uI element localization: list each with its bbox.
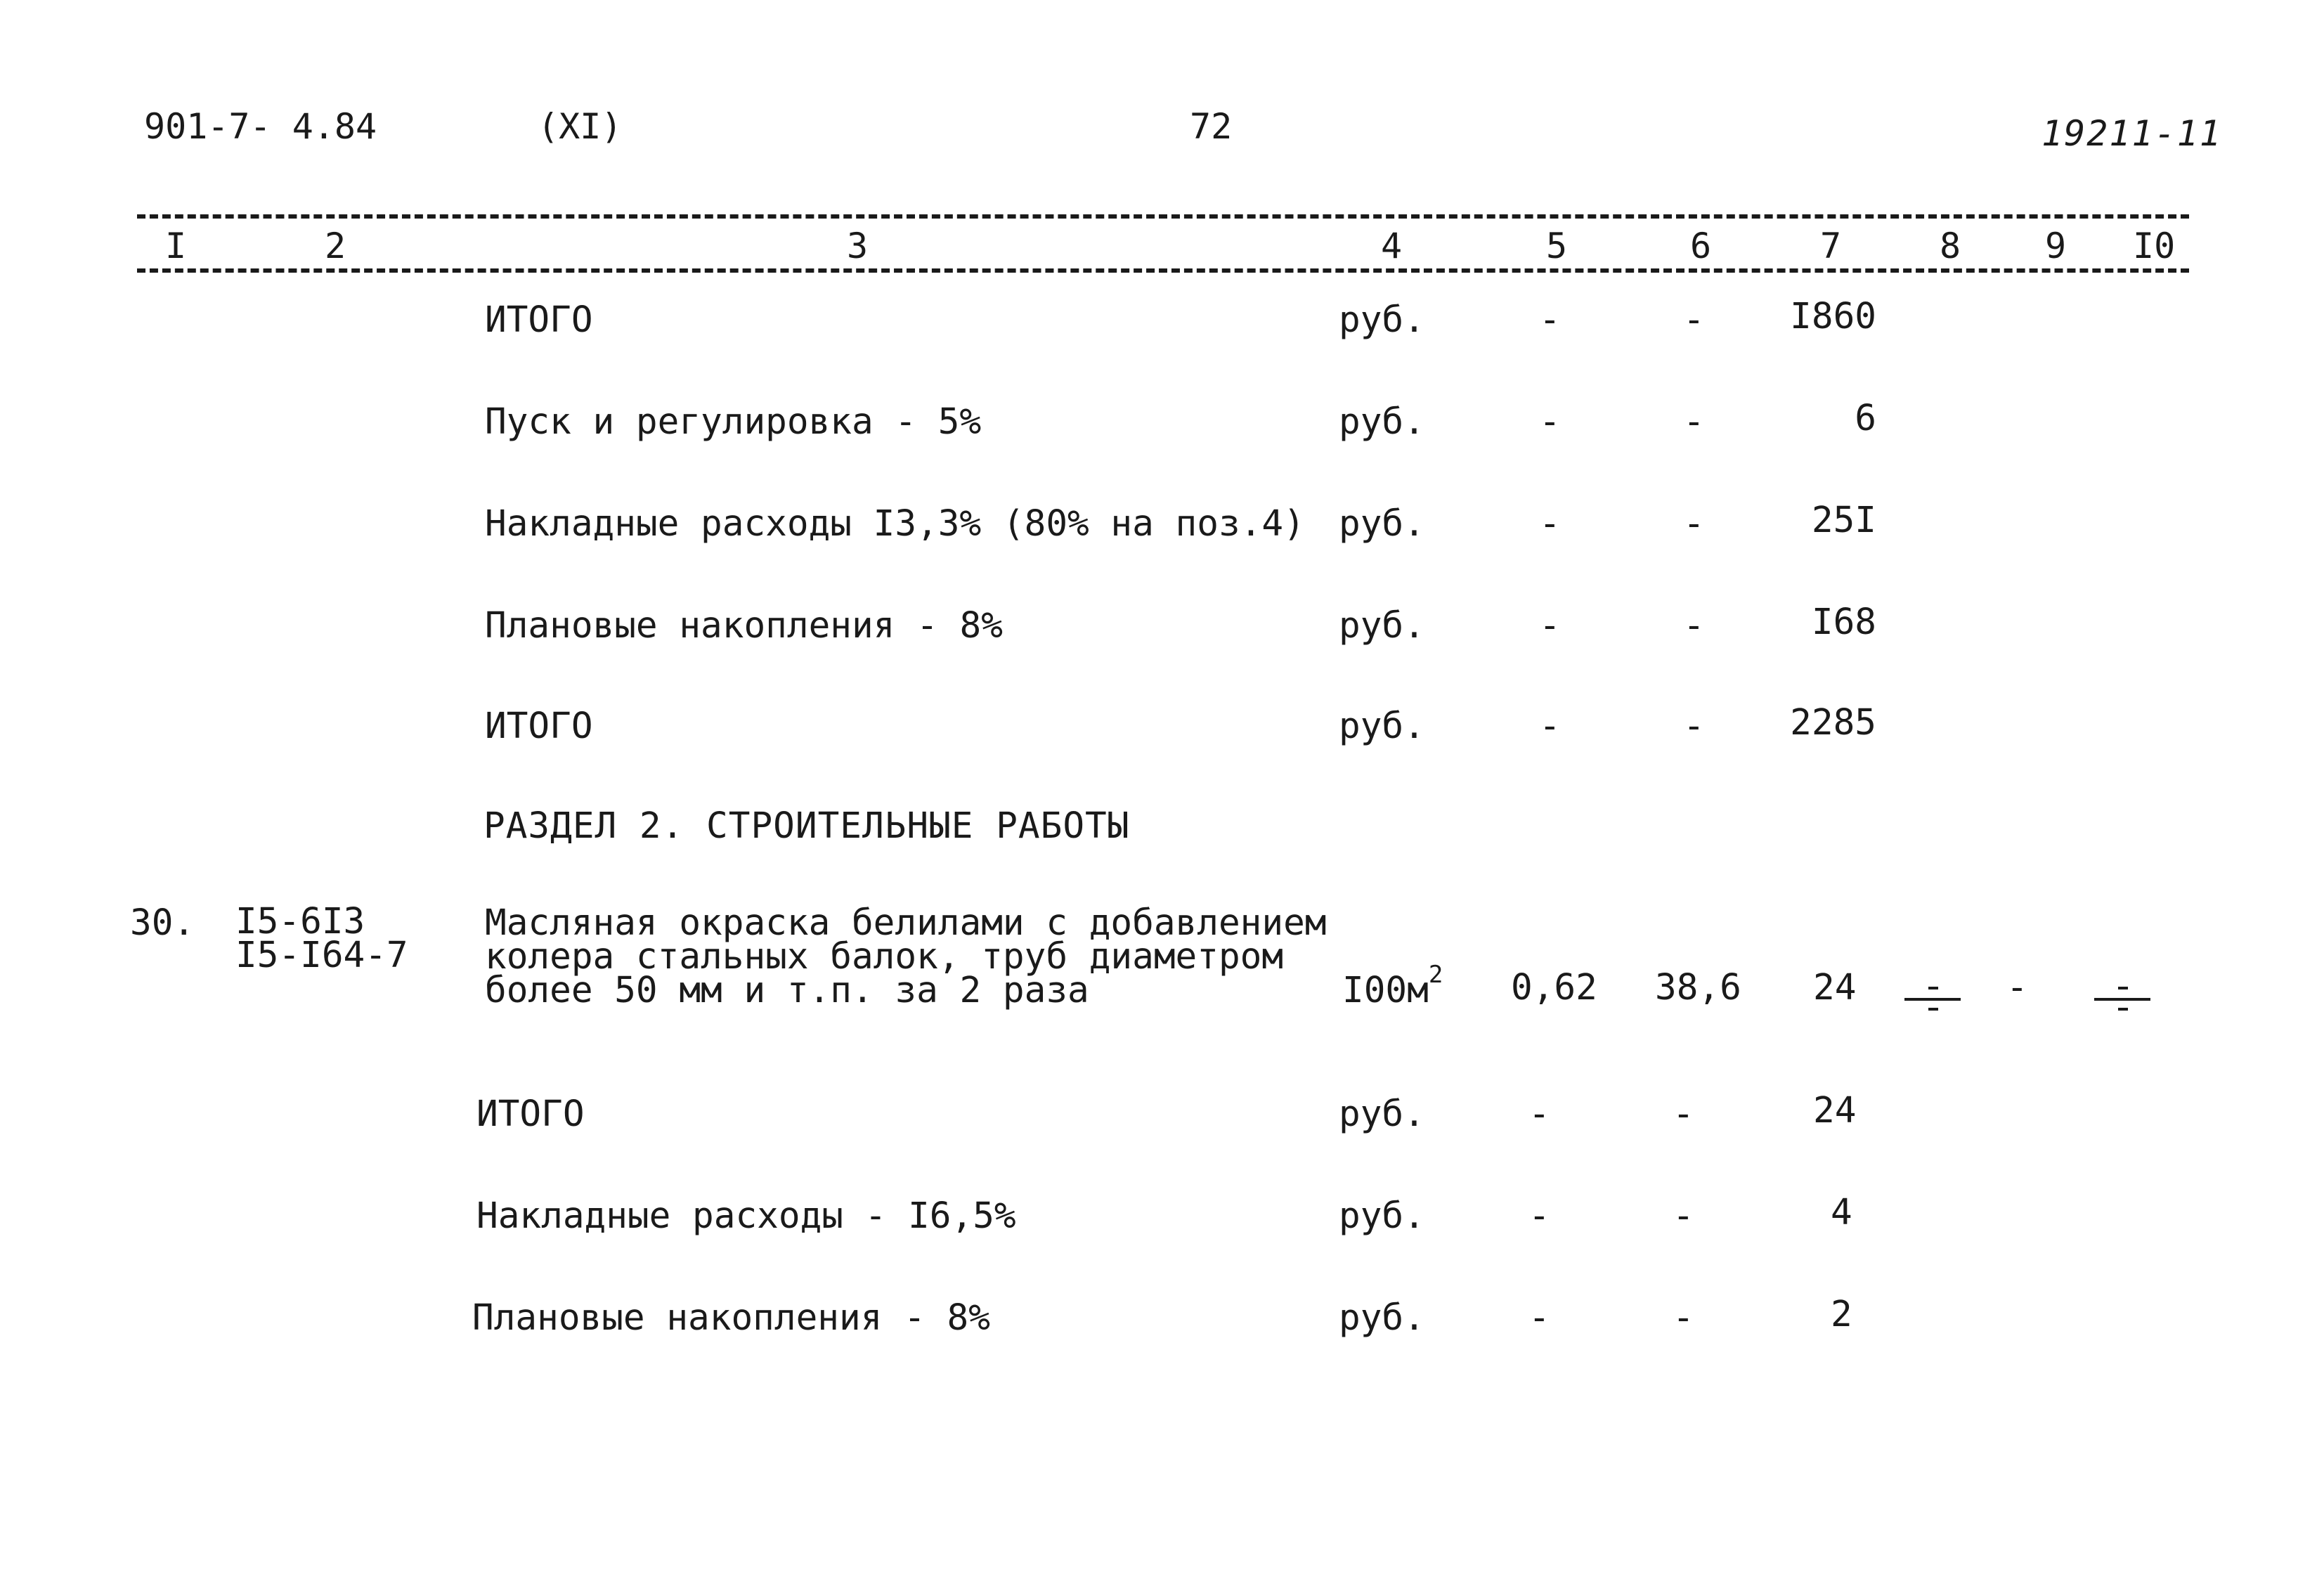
column-number-3: 3	[847, 226, 869, 266]
column-number-2: 2	[325, 226, 346, 266]
row-col5: -	[1528, 1195, 1550, 1237]
position-number: 30.	[130, 902, 195, 944]
position-description-line-3: более 50 мм и т.п. за 2 раза	[485, 970, 1089, 1011]
row-col6: -	[1673, 1195, 1694, 1237]
row-unit: руб.	[1339, 401, 1425, 443]
row-col5: -	[1539, 706, 1561, 747]
page-number: 72	[1190, 106, 1233, 147]
column-number-7: 7	[1820, 226, 1842, 266]
row-col7: 25I	[1811, 500, 1876, 541]
row-col7: 6	[1855, 398, 1876, 439]
row-col7: 24	[1813, 1090, 1857, 1131]
row-col7: I68	[1811, 602, 1876, 643]
row-unit: руб.	[1339, 1195, 1425, 1237]
row-text: ИТОГО	[485, 706, 593, 747]
row-text: Пуск и регулировка - 5%	[485, 401, 982, 443]
inventory-number: 19211-11	[2041, 113, 2222, 154]
row-col5: -	[1539, 605, 1561, 647]
row-text: Накладные расходы - I6,5%	[476, 1195, 1016, 1237]
document-code: 901-7- 4.84	[144, 106, 377, 147]
column-number-6: 6	[1690, 226, 1712, 266]
position-description-line-1: Масляная окраска белилами с добавлением	[485, 902, 1327, 944]
row-col7: 4	[1831, 1192, 1852, 1233]
row-col6: -	[1683, 503, 1705, 545]
column-header-top-rule	[137, 214, 2189, 219]
row-col5: -	[1528, 1093, 1550, 1135]
section-title: РАЗДЕЛ 2. СТРОИТЕЛЬНЫЕ РАБОТЫ	[483, 805, 1130, 847]
row-text: Плановые накопления - 8%	[472, 1297, 990, 1339]
row-col6: -	[1683, 401, 1705, 443]
row-col6: -	[1683, 299, 1705, 341]
column-number-8: 8	[1940, 226, 1961, 266]
row-col5: -	[1528, 1297, 1550, 1339]
row-col5: -	[1539, 503, 1561, 545]
row-col7: I860	[1790, 296, 1876, 337]
column-header-bottom-rule	[137, 268, 2189, 273]
column-number-4: 4	[1381, 226, 1403, 266]
division-sign-icon	[1904, 978, 1961, 1020]
position-code-1: I5-6I3	[235, 901, 365, 942]
row-unit: руб.	[1339, 706, 1425, 747]
position-code-2: I5-I64-7	[235, 935, 408, 976]
section-number: (XI)	[538, 106, 623, 147]
row-unit: руб.	[1339, 1297, 1425, 1339]
row-unit: руб.	[1339, 1093, 1425, 1135]
row-text: Накладные расходы I3,3% (80% на поз.4)	[485, 503, 1305, 545]
row-unit: руб.	[1339, 299, 1425, 341]
position-unit-exponent: 2	[1428, 961, 1443, 989]
position-description-line-2: колера стальных балок, труб диаметром	[485, 936, 1284, 978]
position-col9: -	[2006, 967, 2028, 1008]
row-col7: 2	[1831, 1294, 1852, 1335]
row-text: Плановые накопления - 8%	[485, 605, 1003, 647]
column-number-10: I0	[2133, 226, 2176, 266]
row-text: ИТОГО	[476, 1093, 585, 1135]
column-number-1: I	[165, 226, 187, 266]
position-quantity: 0,62	[1511, 967, 1597, 1008]
row-unit: руб.	[1339, 503, 1425, 545]
row-col5: -	[1539, 299, 1561, 341]
position-unit	[1342, 961, 1443, 1011]
position-total: 24	[1813, 967, 1857, 1008]
row-unit: руб.	[1339, 605, 1425, 647]
position-unit-price: 38,6	[1655, 967, 1741, 1008]
row-col5: -	[1539, 401, 1561, 443]
row-col7: 2285	[1790, 702, 1876, 744]
column-number-5: 5	[1546, 226, 1568, 266]
row-col6: -	[1683, 605, 1705, 647]
row-col6: -	[1673, 1093, 1694, 1135]
position-unit-base: I00м	[1342, 970, 1429, 1011]
row-col6: -	[1683, 706, 1705, 747]
column-number-9: 9	[2045, 226, 2067, 266]
row-text: ИТОГО	[485, 299, 593, 341]
row-col6: -	[1673, 1297, 1694, 1339]
division-sign-icon	[2094, 978, 2150, 1020]
